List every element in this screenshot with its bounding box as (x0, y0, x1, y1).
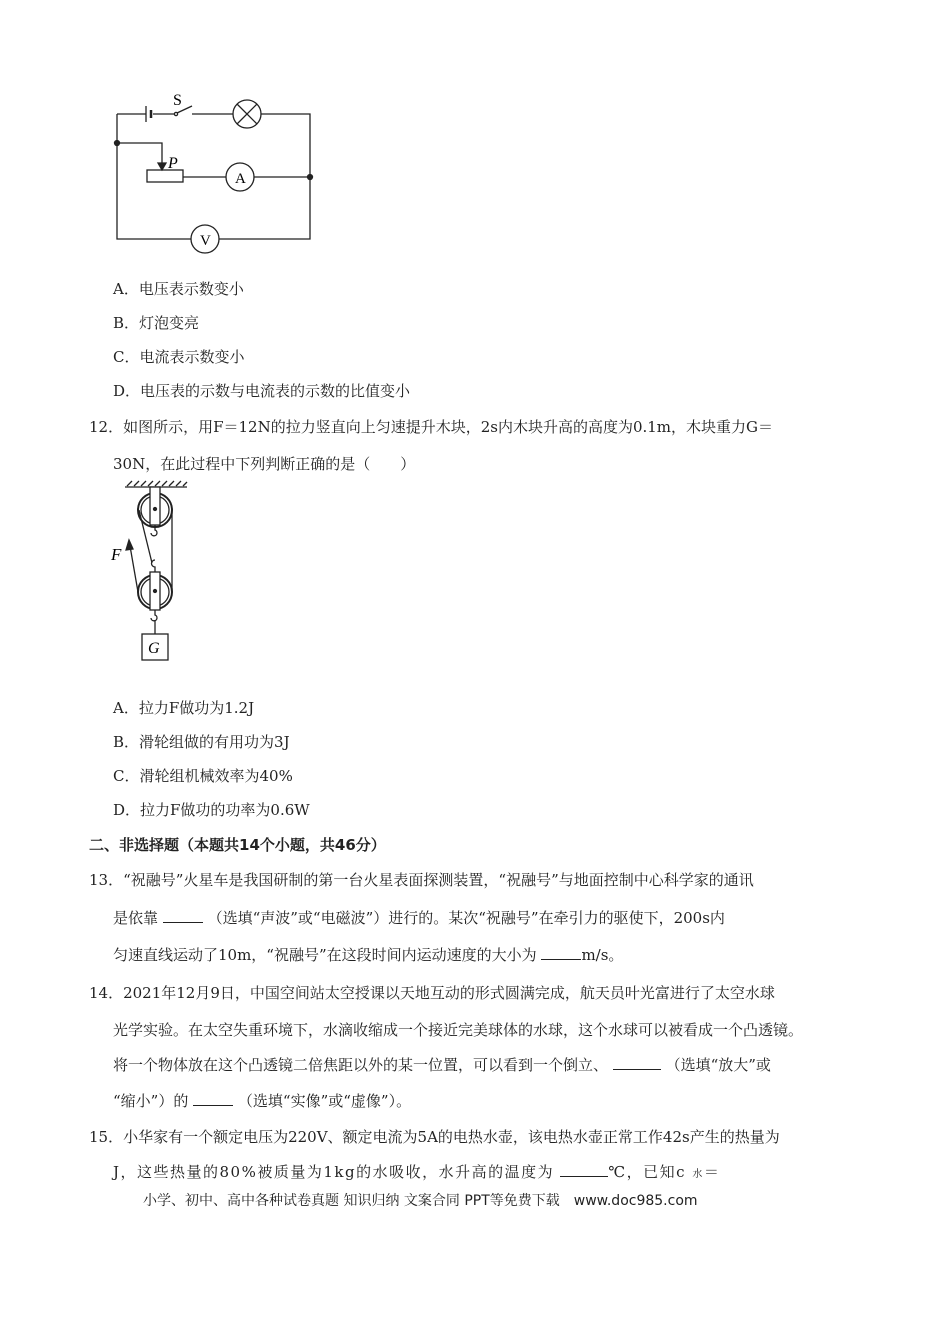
slider-label: P (168, 155, 178, 172)
voltmeter-label: V (200, 233, 211, 249)
switch-label: S (173, 92, 182, 109)
answer-blank[interactable] (560, 1162, 608, 1177)
section-heading: 二、非选择题（本题共14个小题，共46分） (89, 836, 386, 854)
q14-line-2: 光学实验。在太空失重环境下，水滴收缩成一个接近完美球体的水球，这个水球可以被看成一个凸透镜。 (113, 1021, 804, 1039)
q15-line-1: 15．小华家有一个额定电压为220V、额定电流为5A的电热水壶，该电热水壶正常工作42s产生的热量为 (89, 1128, 780, 1146)
answer-blank[interactable] (541, 945, 581, 960)
answer-blank[interactable] (163, 908, 203, 923)
q12-option-d: D．拉力F做功的功率为0.6W (113, 801, 310, 819)
q11-option-b: B．灯泡变亮 (113, 314, 200, 332)
pulley-diagram (125, 481, 187, 660)
q13-line-3: 匀速直线运动了10m，“祝融号”在这段时间内运动速度的大小为 m/s。 (113, 946, 624, 964)
q14-line-3: 将一个物体放在这个凸透镜二倍焦距以外的某一位置，可以看到一个倒立、 （选填“放大”或 (113, 1056, 771, 1074)
q12-option-a: A．拉力F做功为1.2J (113, 699, 255, 717)
q11-option-d: D．电压表的示数与电流表的示数的比值变小 (113, 382, 411, 400)
footer-banner: 小学、初中、高中各种试卷真题 知识归纳 文案合同 PPT等免费下载 www.doc985.com (143, 1193, 698, 1209)
weight-label: G (148, 640, 160, 657)
q12-option-c: C．滑轮组机械效率为40% (113, 767, 293, 785)
q15-line-2: J，这些热量的80%被质量为1kg的水吸收，水升高的温度为 ℃，已知c 水＝ (113, 1163, 721, 1181)
q13-line-1: 13．“祝融号”火星车是我国研制的第一台火星表面探测装置，“祝融号”与地面控制中心科学家的通讯 (89, 871, 754, 889)
q12-option-b: B．滑轮组做的有用功为3J (113, 733, 290, 751)
q12-stem-1: 12．如图所示，用F＝12N的拉力竖直向上匀速提升木块，2s内木块升高的高度为0.1m，木块重力G＝ (89, 418, 774, 436)
ammeter-label: A (235, 171, 246, 187)
answer-blank[interactable] (193, 1091, 233, 1106)
answer-blank[interactable] (613, 1055, 661, 1070)
q12-stem-2: 30N，在此过程中下列判断正确的是（ ） (113, 455, 416, 473)
circuit-diagram (115, 100, 313, 253)
q14-line-4: “缩小”）的 （选填“实像”或“虚像”）。 (113, 1092, 412, 1110)
q13-line-2: 是依靠 （选填“声波”或“电磁波”）进行的。某次“祝融号”在牵引力的驱使下，200s内 (113, 909, 725, 927)
q14-line-1: 14．2021年12月9日，中国空间站太空授课以天地互动的形式圆满完成，航天员叶光富进行了太空水球 (89, 984, 775, 1002)
q11-option-a: A．电压表示数变小 (113, 280, 244, 298)
force-label: F (111, 545, 122, 564)
q11-option-c: C．电流表示数变小 (113, 348, 245, 366)
